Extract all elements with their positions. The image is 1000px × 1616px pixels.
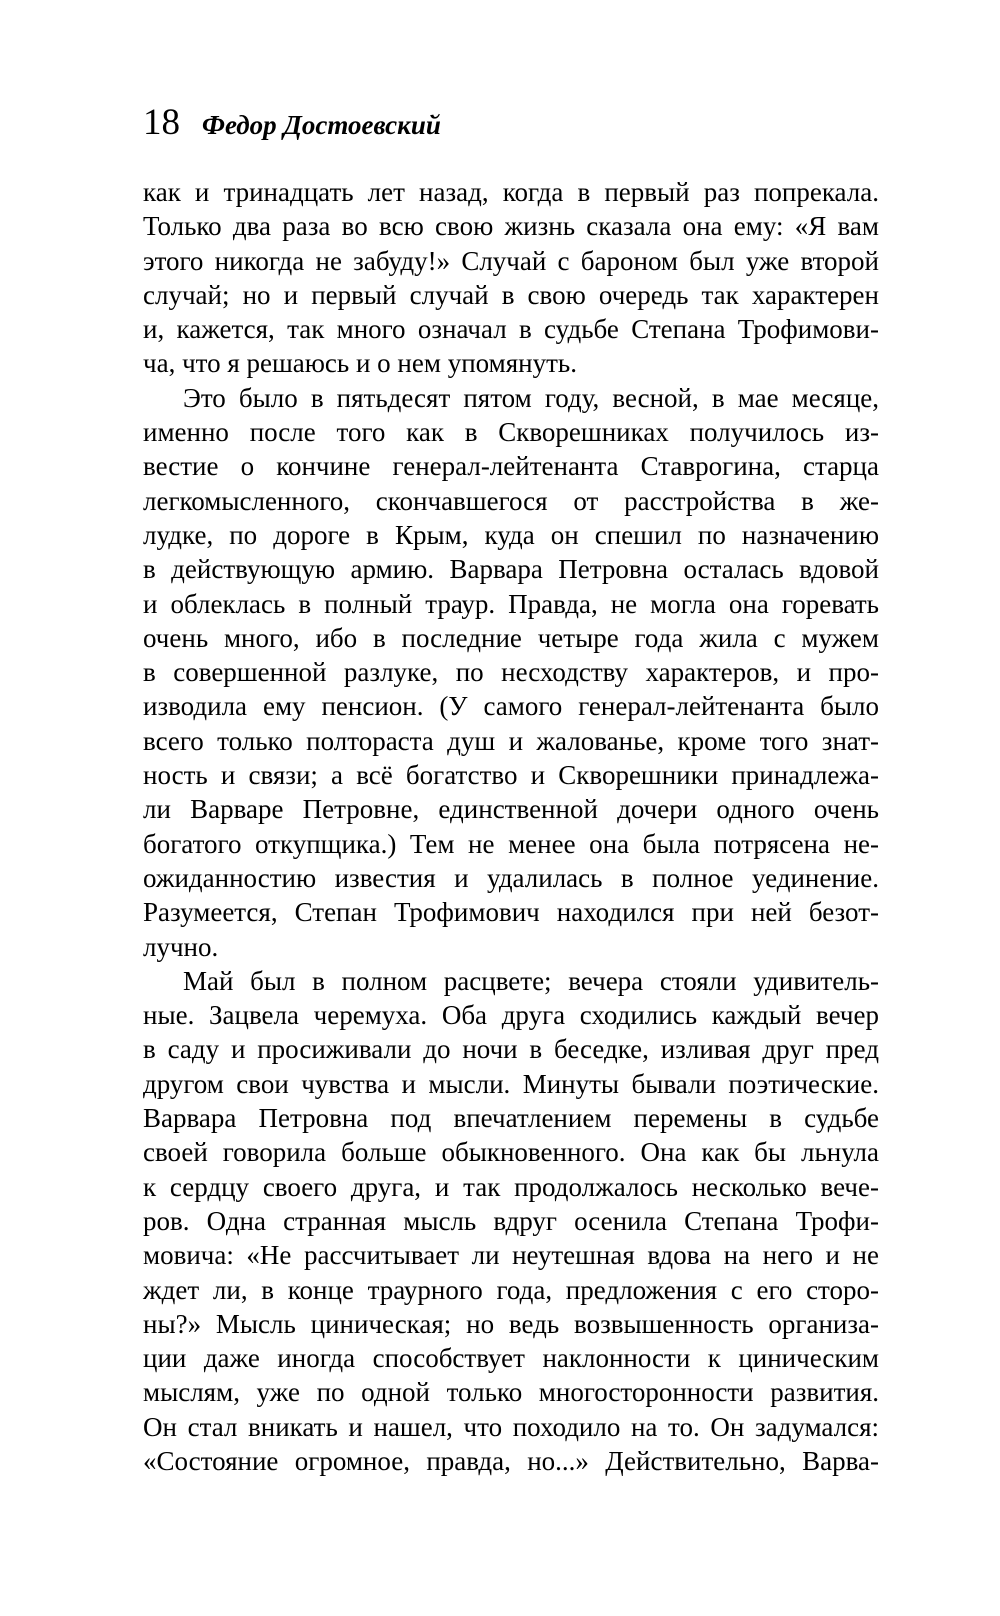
text-line: ждет ли, в конце траурного года, предложения с его сторо-	[143, 1274, 879, 1305]
text-line: «Состояние огромное, правда, но...» Действительно, Варва-	[143, 1445, 879, 1476]
text-line: всего только полтораста душ и жалованье, кроме того знат-	[143, 725, 879, 756]
text-line: ров. Одна странная мысль вдруг осенила Степана Трофи-	[143, 1205, 879, 1236]
text-line: мыслям, уже по одной только многосторонности развития.	[143, 1377, 879, 1408]
text-line: богатого откупщика.) Тем не менее она была потрясена не-	[143, 828, 879, 859]
text-line: в совершенной разлуке, по несходству характеров, и про-	[143, 657, 879, 688]
text-line: случай; но и первый случай в свою очередь так характерен	[143, 279, 879, 310]
text-line: ча, что я решаюсь и о нем упомянуть.	[143, 348, 577, 379]
text-line: именно после того как в Скворешниках получилось из-	[143, 417, 879, 448]
text-line: ожиданностию известия и удалилась в полное уединение.	[143, 862, 879, 893]
text-line: ли Варваре Петровне, единственной дочери одного очень	[143, 794, 879, 825]
body-text	[143, 175, 879, 1478]
text-line: как и тринадцать лет назад, когда в первый раз попрекала.	[143, 177, 879, 207]
text-line: другом свои чувства и мысли. Минуты бывали поэтические.	[143, 1068, 879, 1099]
text-line: вестие о кончине генерал-лейтенанта Ставрогина, старца	[143, 451, 879, 482]
text-line: изводила ему пенсион. (У самого генерал-лейтенанта было	[143, 691, 879, 722]
text-line: ность и связи; а всё богатство и Скворешники принадлежа-	[143, 760, 879, 791]
text-line: ны?» Мысль циническая; но ведь возвышенность организа-	[143, 1308, 879, 1339]
text-line: Разумеется, Степан Трофимович находился при ней безот-	[143, 897, 879, 928]
text-line: ции даже иногда способствует наклонности к циническим	[143, 1343, 879, 1374]
text-line: и облеклась в полный траур. Правда, не могла она горевать	[143, 588, 879, 619]
text-line: к сердцу своего друга, и так продолжалось несколько вече-	[143, 1171, 879, 1202]
running-head-author: Федор Достоевский	[202, 110, 441, 140]
text-line: Варвара Петровна под впечатлением перемены в судьбе	[143, 1103, 879, 1134]
text-line: Он стал вникать и нашел, что походило на то. Он задумался:	[143, 1411, 879, 1442]
text-line: Май был в полном расцвете; вечера стояли удивитель-	[183, 965, 879, 996]
text-line: лучно.	[143, 931, 219, 962]
text-line: Только два раза во всю свою жизнь сказала она ему: «Я вам	[143, 211, 879, 242]
text-line: в действующую армию. Варвара Петровна осталась вдовой	[143, 554, 879, 585]
running-header	[143, 104, 441, 141]
text-line: ные. Зацвела черемуха. Оба друга сходились каждый вечер	[143, 1000, 879, 1031]
text-line: и, кажется, так много означал в судьбе Степана Трофимови-	[143, 314, 879, 345]
page-number: 18	[143, 102, 180, 143]
text-line: Это было в пятьдесят пятом году, весной, в мае месяце,	[183, 382, 879, 413]
text-line: мовича: «Не рассчитывает ли неутешная вдова на него и не	[143, 1240, 879, 1271]
text-line: лудке, по дороге в Крым, куда он спешил по назначению	[143, 519, 879, 550]
text-line: очень много, ибо в последние четыре года жила с мужем	[143, 622, 879, 653]
text-line: легкомысленного, скончавшегося от расстройства в же-	[143, 485, 879, 516]
text-line: в саду и просиживали до ночи в беседке, изливая друг пред	[143, 1034, 879, 1065]
text-line: этого никогда не забуду!» Случай с бароном был уже второй	[143, 245, 879, 276]
text-line: своей говорила больше обыкновенного. Она как бы льнула	[143, 1137, 879, 1168]
